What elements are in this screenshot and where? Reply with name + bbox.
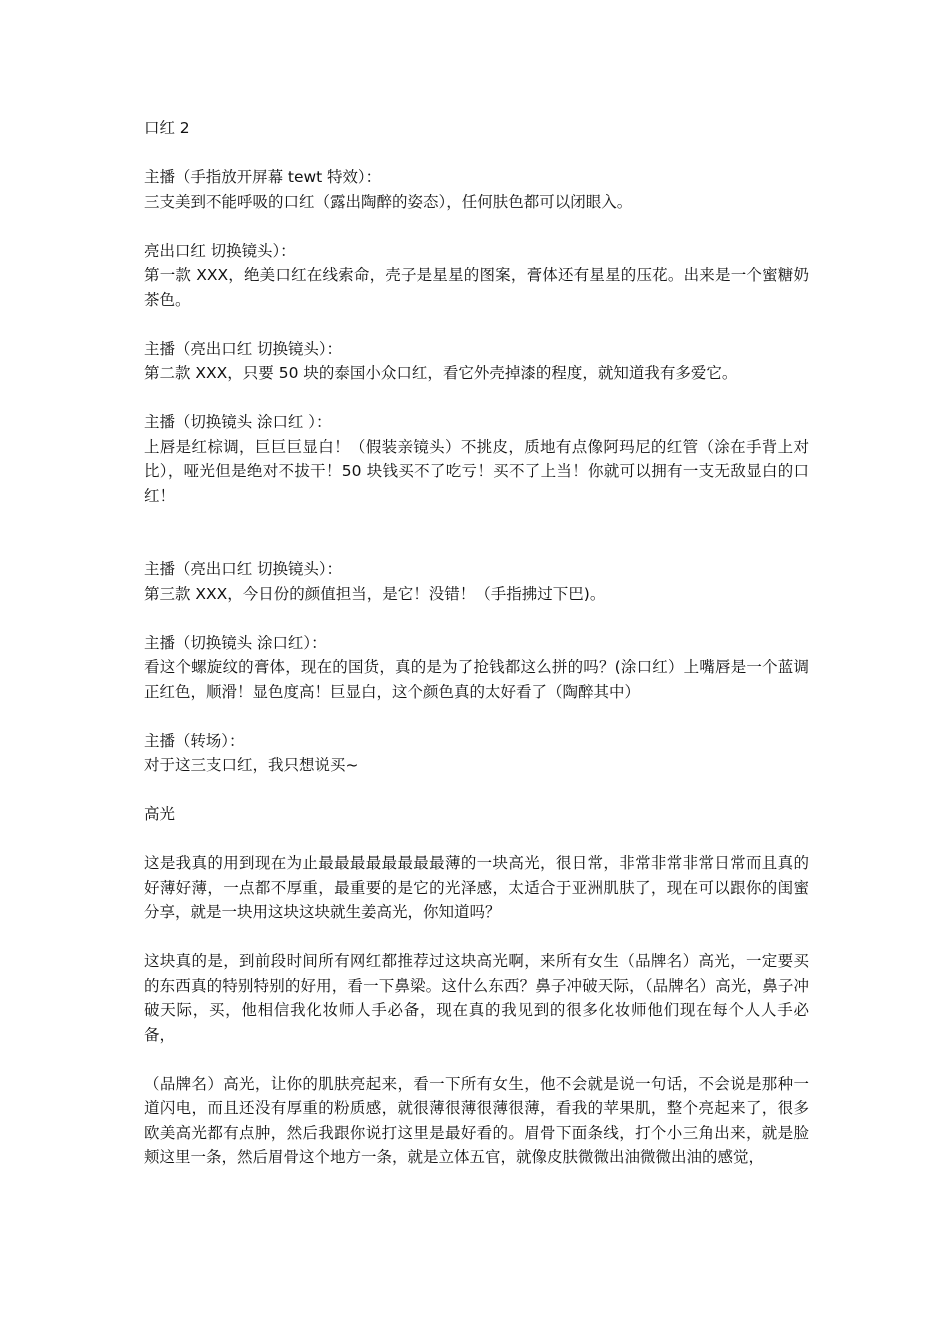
block-heading: 主播（转场）：: [144, 731, 245, 750]
spacer: [144, 827, 809, 852]
block-body: 第二款 XXX，只要 50 块的泰国小众口红，看它外壳掉漆的程度，就知道我有多爱它。: [144, 364, 738, 382]
block-body: 第三款 XXX，今日份的颜值担当，是它！没错！（手指拂过下巴)。: [144, 584, 606, 603]
block-heading: 主播（切换镜头 涂口红 ）：: [144, 413, 332, 431]
section-title: 高光: [144, 805, 175, 823]
spacer: [144, 508, 809, 557]
block-body: 对于这三支口红，我只想说买~: [144, 756, 359, 774]
block-body: 上唇是红棕调，巨巨巨显白！（假装亲镜头）不挑皮，质地有点像阿玛尼的红管（涂在手背上对比），哑光但是绝对不拔干！50 块钱买不了吃亏！买不了上当！你就可以拥有一支无敌显白的口红！: [144, 437, 809, 505]
block-body: 三支美到不能呼吸的口红（露出陶醉的姿态），任何肤色都可以闭眼入。: [144, 192, 633, 211]
section-paragraph: 这块真的是，到前段时间所有网红都推荐过这块高光啊，来所有女生（品牌名）高光，一定要买的东西真的特别特别的好用，看一下鼻梁。这什么东西？鼻子冲破天际，（品牌名）高光，鼻子冲破天际，买，他相信我化妆师人手必备，现在真的我见到的很多化妆师他们现在每个人人手必备，: [144, 952, 809, 1044]
section-paragraph: （品牌名）高光，让你的肌肤亮起来，看一下所有女生，他不会就是说一句话，不会说是那种一道闪电，而且还没有厚重的粉质感，就很薄很薄很薄很薄，看我的苹果肌，整个亮起来了，很多欧美高光都有点肿，然后我跟你说打这里是最好看的。眉骨下面条线，打个小三角出来，就是脸颊这里一条，然后眉骨这个地方一条，就是立体五官，就像皮肤微微出油微微出油的感觉，: [144, 1074, 809, 1166]
block-body: 看这个螺旋纹的膏体，现在的国货，真的是为了抢钱都这么拼的吗？(涂口红）上嘴唇是一个蓝调正红色，顺滑！显色度高！巨显白，这个颜色真的太好看了（陶醉其中）: [144, 658, 809, 701]
spacer: [144, 606, 809, 631]
spacer: [144, 312, 809, 337]
document-title: 口红 2: [144, 119, 190, 137]
block-heading: 主播（手指放开屏幕 tewt 特效）：: [144, 168, 382, 186]
spacer: [144, 925, 809, 950]
block-heading: 主播（切换镜头 涂口红）：: [144, 633, 327, 652]
spacer: [144, 704, 809, 729]
block-heading: 亮出口红 切换镜头）：: [144, 241, 296, 260]
block-heading: 主播（亮出口红 切换镜头）：: [144, 560, 342, 578]
block-body: 第一款 XXX，绝美口红在线索命，壳子是星星的图案，膏体还有星星的压花。出来是一个蜜糖奶茶色。: [144, 266, 809, 309]
spacer: [144, 386, 809, 411]
spacer: [144, 141, 809, 166]
spacer: [144, 214, 809, 239]
section-paragraph: 这是我真的用到现在为止最最最最最最最最薄的一块高光，很日常，非常非常非常日常而且真的好薄好薄，一点都不厚重，最重要的是它的光泽感，太适合于亚洲肌肤了，现在可以跟你的闺蜜分享，就是一块用这块这块就生姜高光，你知道吗？: [144, 854, 809, 921]
document-body: [144, 116, 809, 1170]
block-heading: 主播（亮出口红 切换镜头）：: [144, 339, 342, 358]
spacer: [144, 778, 809, 803]
spacer: [144, 1047, 809, 1072]
